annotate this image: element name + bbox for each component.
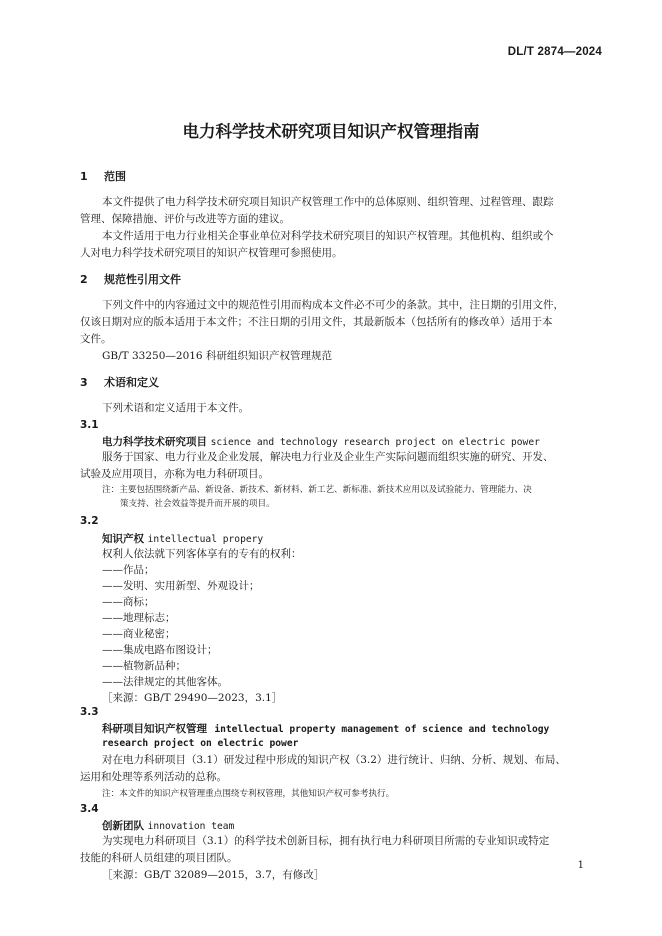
section-3-heading — [80, 374, 159, 390]
term-en: innovation team — [147, 821, 235, 832]
definition-line: 试验及应用项目，亦称为电力科研项目。 — [80, 468, 269, 480]
clause-number: 3.2 — [80, 515, 99, 527]
section-title: 术语和定义 — [104, 376, 159, 389]
paragraph-line: 人对电力科学技术研究项目的知识产权管理可参照使用。 — [80, 247, 343, 259]
term-zh: 知识产权 — [102, 533, 144, 545]
section-number: 2 — [80, 273, 88, 286]
list-item: ——作品； — [102, 564, 155, 576]
section-number: 3 — [80, 376, 88, 389]
paragraph-line: 管理、保障措施、评价与改进等方面的建议。 — [80, 213, 290, 225]
page-number: 1 — [577, 860, 584, 871]
definition-line: 服务于国家、电力行业及企业发展，解决电力行业及企业生产实际问题而组织实施的研究、开发、 — [102, 451, 554, 463]
clause-number: 3.1 — [80, 419, 99, 431]
paragraph-line: 本文件适用于电力行业相关企事业单位对科学技术研究项目的知识产权管理。其他机构、组织或个 — [102, 230, 554, 242]
standard-code: DL/T 2874—2024 — [507, 46, 602, 58]
list-item: ——植物新品种； — [102, 660, 186, 672]
term-heading — [102, 434, 540, 449]
paragraph-line: 文件。 — [80, 333, 112, 345]
list-item: ——发明、实用新型、外观设计； — [102, 580, 260, 592]
term-heading — [102, 721, 549, 736]
definition-line: 权利人依法就下列客体享有的专有的权利： — [102, 548, 302, 560]
term-heading — [102, 818, 234, 833]
clause-number: 3.3 — [80, 706, 99, 718]
source-citation: ［来源：GB/T 29490—2023，3.1］ — [102, 692, 283, 704]
source-citation: ［来源：GB/T 32089—2015，3.7，有修改］ — [102, 869, 325, 881]
section-title: 范围 — [104, 170, 126, 183]
normative-reference: GB/T 33250—2016 科研组织知识产权管理规范 — [102, 350, 332, 362]
paragraph-line: 下列文件中的内容通过文中的规范性引用而构成本文件必不可少的条款。其中，注日期的引用文件， — [102, 299, 564, 311]
definition-line: 为实现电力科研项目（3.1）的科学技术创新目标，拥有执行电力科研项目所需的专业知识或特定 — [102, 835, 550, 847]
section-title: 规范性引用文件 — [104, 273, 181, 286]
term-zh: 科研项目知识产权管理 — [102, 723, 207, 735]
term-heading-continued — [102, 737, 298, 749]
term-en: intellectual property management of science and technology — [214, 724, 550, 735]
term-en: science and technology research project on electric power — [210, 437, 540, 448]
list-item: ——地理标志； — [102, 612, 176, 624]
paragraph-line: 本文件提供了电力科学技术研究项目知识产权管理工作中的总体原则、组织管理、过程管理、跟踪 — [102, 196, 554, 208]
definition-line: 对在电力科研项目（3.1）研发过程中形成的知识产权（3.2）进行统计、归纳、分析、规划、布局、 — [102, 754, 566, 766]
section-number: 1 — [80, 170, 88, 183]
document-title: 电力科学技术研究项目知识产权管理指南 — [182, 122, 480, 141]
list-item: ——商业秘密； — [102, 628, 176, 640]
list-item: ——商标； — [102, 596, 155, 608]
term-heading — [102, 531, 263, 546]
note-line: 注：本文件的知识产权管理重点围绕专利权管理，其他知识产权可参考执行。 — [102, 789, 395, 799]
term-en: research project on electric power — [102, 738, 299, 749]
paragraph-line: 仅该日期对应的版本适用于本文件；不注日期的引用文件，其最新版本（包括所有的修改单）适用于本 — [80, 316, 553, 328]
term-en: intellectual propery — [147, 534, 264, 545]
term-zh: 电力科学技术研究项目 — [102, 436, 207, 448]
note-line: 策支持、社会效益等提升而开展的项目。 — [120, 499, 275, 509]
definition-line: 运用和处理等系列活动的总称。 — [80, 771, 227, 783]
note-line: 注：主要包括围绕新产品、新设备、新技术、新材料、新工艺、新标准、新技术应用以及试验能力、管理能力、决 — [102, 485, 532, 495]
section-2-heading — [80, 271, 181, 287]
list-item: ——法律规定的其他客体。 — [102, 676, 228, 688]
list-item: ——集成电路布图设计； — [102, 644, 218, 656]
clause-number: 3.4 — [80, 803, 99, 815]
term-zh: 创新团队 — [102, 820, 144, 832]
paragraph-line: 下列术语和定义适用于本文件。 — [102, 402, 249, 414]
section-1-heading — [80, 168, 126, 184]
definition-line: 技能的科研人员组建的项目团队。 — [80, 852, 238, 864]
